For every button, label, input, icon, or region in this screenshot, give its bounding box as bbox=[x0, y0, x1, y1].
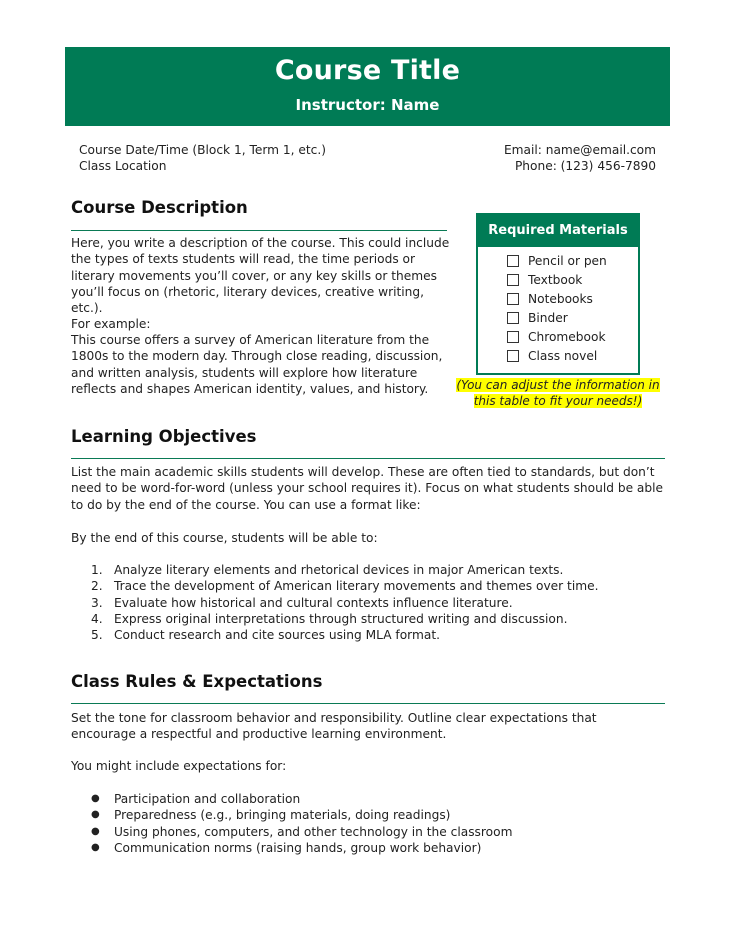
checkbox-icon[interactable] bbox=[507, 331, 519, 343]
required-materials-table bbox=[476, 213, 640, 375]
divider bbox=[71, 230, 447, 231]
list-item: Pencil or pen bbox=[478, 251, 638, 270]
objectives-lead: By the end of this course, students will be able to: bbox=[71, 531, 378, 545]
email: Email: name@email.com bbox=[503, 143, 656, 157]
section-heading-rules: Class Rules & Expectations bbox=[71, 672, 323, 691]
list-item: 2. Trace the development of American literary movements and themes over time. bbox=[91, 579, 599, 594]
contact-info bbox=[504, 142, 656, 174]
list-item: Chromebook bbox=[478, 327, 638, 346]
materials-heading: Required Materials bbox=[478, 215, 638, 247]
bullet-icon: ● bbox=[91, 793, 100, 804]
course-date-time: Course Date/Time (Block 1, Term 1, etc.) bbox=[79, 143, 326, 157]
list-item: ● Preparedness (e.g., bringing materials, doing readings) bbox=[91, 808, 451, 823]
materials-list bbox=[478, 251, 638, 365]
checkbox-icon[interactable] bbox=[507, 312, 519, 324]
course-title: Course Title bbox=[274, 55, 461, 86]
list-item: ● Using phones, computers, and other technology in the classroom bbox=[91, 824, 513, 839]
list-item: 3. Evaluate how historical and cultural contexts influence literature. bbox=[91, 595, 513, 610]
list-item: ● Communication norms (raising hands, group work behavior) bbox=[91, 840, 482, 855]
checkbox-icon[interactable] bbox=[507, 350, 519, 362]
course-meta-left bbox=[79, 142, 326, 174]
list-item: Textbook bbox=[478, 270, 638, 289]
section-heading-description: Course Description bbox=[71, 198, 248, 217]
description-body: Here, you write a description of the course. This could include the types of texts students will read, the time periods or literary movements you’ll cover, or any key skills or themes you’ll focus on (rhetoric, literary devices, creative writing, etc.). bbox=[71, 236, 450, 316]
example-label: For example: bbox=[71, 317, 151, 331]
rules-intro: Set the tone for classroom behavior and responsibility. Outline clear expectations that encourage a respectful and productive learning environment. bbox=[71, 711, 597, 742]
list-item: ● Participation and collaboration bbox=[91, 792, 301, 806]
rules-lead: You might include expectations for: bbox=[71, 759, 287, 773]
bullet-icon: ● bbox=[91, 841, 100, 853]
phone: Phone: (123) 456-7890 bbox=[514, 159, 656, 173]
objectives-list bbox=[91, 562, 598, 643]
divider bbox=[71, 458, 665, 459]
header-banner bbox=[65, 47, 670, 126]
bullet-icon: ● bbox=[91, 809, 100, 821]
checkbox-icon[interactable] bbox=[507, 255, 519, 267]
objectives-intro: List the main academic skills students will develop. These are often tied to standards, but don’t need to be word-for-word (unless your school requires it). Focus on what students should be able to do by the end of the course. You can use a format like: bbox=[71, 465, 664, 512]
rules-list bbox=[91, 791, 512, 856]
bullet-icon: ● bbox=[91, 825, 100, 837]
example-body: This course offers a survey of American literature from the 1800s to the modern day. Through close reading, discussion, and written analysis, students will explore how literature reflects and shapes American identity, values, and history. bbox=[71, 333, 443, 396]
list-item: 1. Analyze literary elements and rhetorical devices in major American texts. bbox=[91, 563, 564, 577]
list-item: Notebooks bbox=[478, 289, 638, 308]
checkbox-icon[interactable] bbox=[507, 293, 519, 305]
class-location: Class Location bbox=[79, 159, 167, 173]
list-item: Binder bbox=[478, 308, 638, 327]
section-heading-objectives: Learning Objectives bbox=[71, 427, 257, 446]
divider bbox=[71, 703, 665, 704]
list-item: 4. Express original interpretations through structured writing and discussion. bbox=[91, 611, 568, 626]
checkbox-icon[interactable] bbox=[507, 274, 519, 286]
materials-note: (You can adjust the information in this table to fit your needs!) bbox=[456, 378, 660, 408]
list-item: 5. Conduct research and cite sources using MLA format. bbox=[91, 628, 440, 643]
list-item: Class novel bbox=[478, 346, 638, 365]
instructor-name: Instructor: Name bbox=[295, 96, 440, 114]
